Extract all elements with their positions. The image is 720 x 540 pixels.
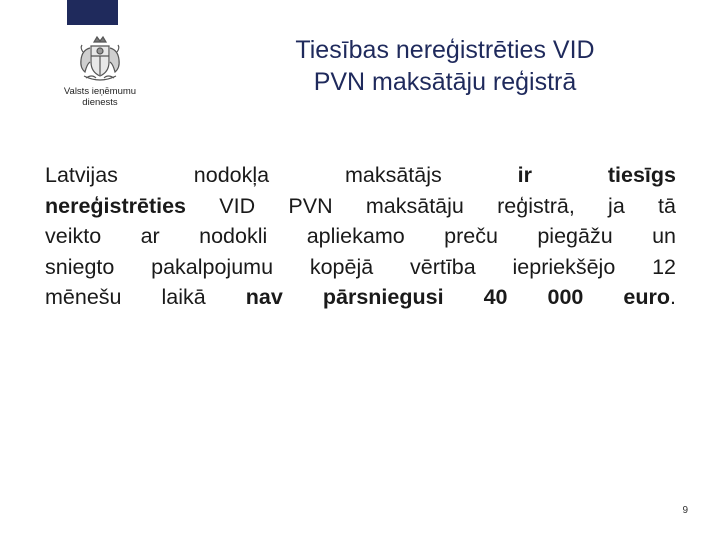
body-emphasis: ir tiesīgs: [517, 163, 676, 187]
body-emphasis: nereģistrēties: [45, 193, 187, 218]
body-text: mēnešu laikā: [45, 285, 246, 309]
coat-of-arms-icon: [74, 34, 126, 84]
title-line-1: Tiesības nereģistrēties VID: [295, 36, 595, 64]
logo: [50, 34, 150, 116]
body-text: .: [670, 285, 676, 309]
body-line-5: [45, 282, 676, 313]
body-line-2: [45, 191, 676, 222]
logo-text: [50, 86, 150, 108]
body-line-4: sniegto pakalpojumu kopējā vērtība iepriekšējo 12: [45, 254, 676, 279]
logo-line-2: dienests: [82, 97, 118, 108]
top-bar: [67, 0, 118, 25]
body-text: VID PVN maksātāju reģistrā, ja tā: [186, 193, 676, 218]
title-line-2: PVN maksātāju reģistrā: [313, 68, 577, 96]
body-paragraph: [45, 160, 676, 313]
body-text: Latvijas nodokļa maksātājs: [45, 163, 518, 187]
body-emphasis: nav pārsniegusi 40 000 euro: [245, 285, 671, 309]
page-title: [200, 34, 690, 98]
page-number: 9: [682, 505, 688, 516]
logo-line-1: Valsts ieņēmumu: [63, 86, 137, 97]
body-line-3: veikto ar nodokli apliekamo preču piegāžu un: [45, 224, 676, 248]
body-line-1: [45, 160, 676, 191]
